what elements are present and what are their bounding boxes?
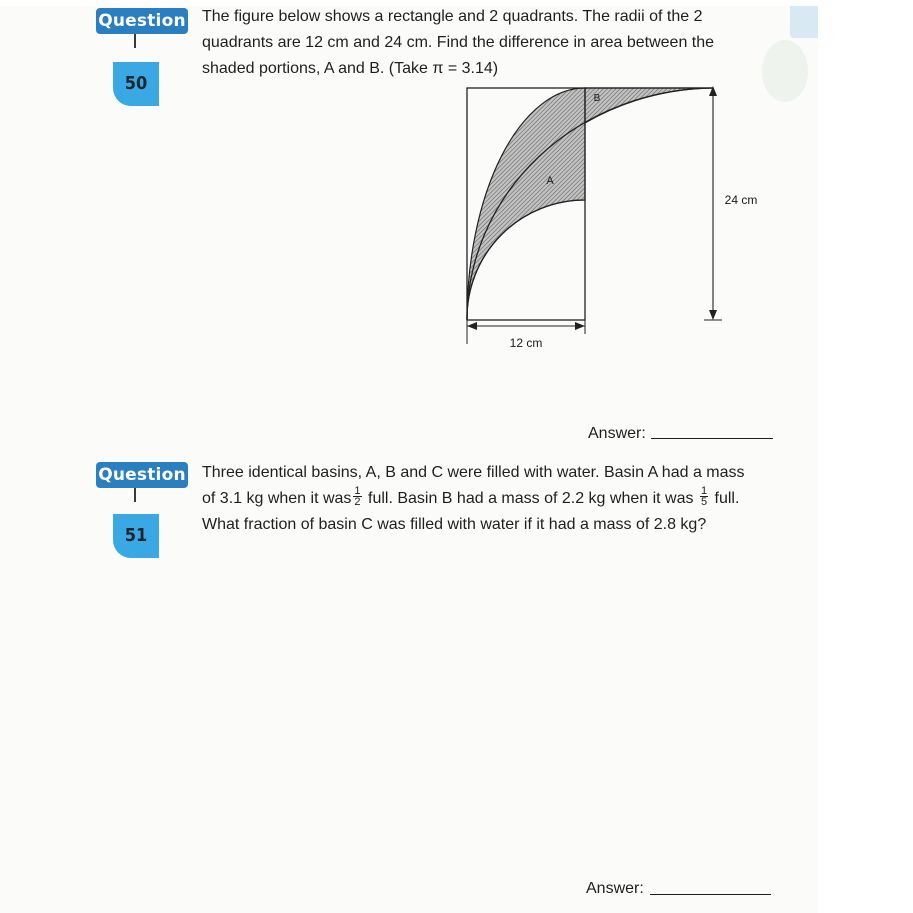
height-label: 24 cm [724, 193, 758, 207]
question-50-line-2: quadrants are 12 cm and 24 cm. Find the difference in area between the [202, 34, 715, 51]
question-51-text [202, 460, 777, 538]
question-50-number: 50 [113, 62, 159, 106]
question-50-line-3: shaded portions, A and B. (Take π = 3.14) [202, 60, 499, 77]
label-b: B [593, 93, 601, 104]
question-50-line-1: The figure below shows a rectangle and 2 quadrants. The radii of the 2 [202, 8, 703, 25]
rectangle-quadrants-figure [455, 80, 775, 360]
question-50-hook [134, 34, 136, 48]
question-50-answer-label: Answer: [588, 425, 646, 442]
question-51-answer-label: Answer: [586, 880, 644, 897]
question-51-hook [134, 488, 136, 502]
question-51-line-1: Three identical basins, A, B and C were filled with water. Basin A had a mass [202, 464, 745, 481]
bleed-through-tab [790, 6, 818, 38]
question-51-line-2 [202, 486, 777, 512]
width-label: 12 cm [509, 336, 543, 350]
question-51-answer-line[interactable] [650, 894, 771, 895]
question-51-line-2a: of 3.1 kg when it was [202, 490, 352, 507]
fraction-one-half: $\frac{1}{2}$ [354, 485, 361, 509]
question-51-number: 51 [113, 514, 159, 558]
question-50-badge: Question [96, 8, 188, 34]
right-margin [818, 0, 913, 913]
fraction-one-fifth: $\frac{1}{5}$ [700, 485, 708, 509]
question-51-badge: Question [96, 462, 188, 488]
question-51-line-3: What fraction of basin C was filled with water if it had a mass of 2.8 kg? [202, 516, 707, 533]
question-50-answer-line[interactable] [651, 438, 773, 439]
question-51-line-2c: full. [710, 490, 740, 507]
label-a: A [546, 175, 554, 187]
shaded-region-b [585, 88, 713, 123]
question-51-line-2b: full. Basin B had a mass of 2.2 kg when it was [363, 490, 698, 507]
question-50-text [202, 4, 777, 82]
shaded-region-a [467, 88, 585, 320]
